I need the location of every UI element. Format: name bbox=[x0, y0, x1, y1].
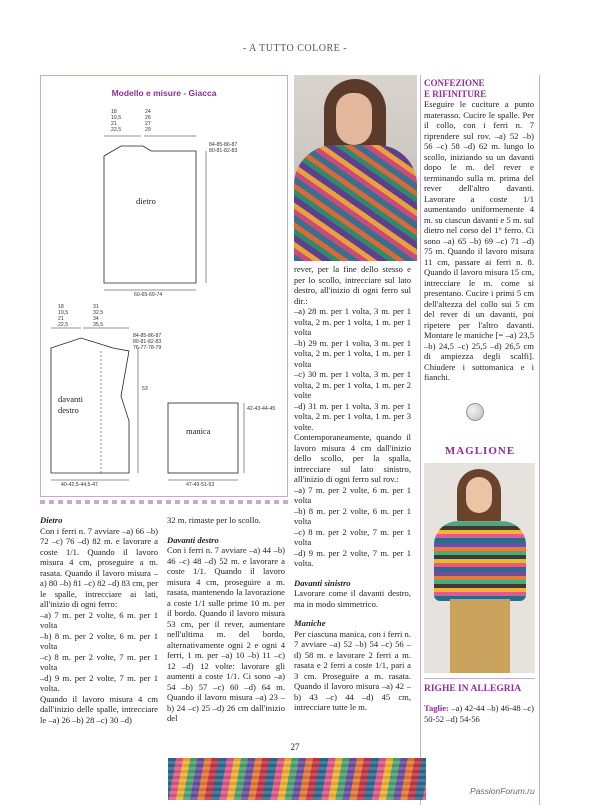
section-heading: Davanti destro bbox=[167, 534, 219, 545]
running-header: - A TUTTO COLORE - bbox=[242, 43, 348, 54]
front-label-line: destro bbox=[58, 405, 79, 415]
jacket-photo bbox=[294, 75, 417, 261]
section-heading: Davanti sinistro bbox=[294, 577, 351, 588]
back-outline bbox=[104, 146, 196, 283]
finishing-heading-line: E RIFINITURE bbox=[424, 88, 487, 99]
knit-overlay bbox=[168, 758, 426, 800]
column-back bbox=[40, 515, 158, 725]
dim: 80-81-82-83 bbox=[209, 148, 238, 154]
sleeve-outline bbox=[168, 403, 238, 473]
paragraph: –c) 30 m. per 1 volta, 3 m. per 1 volta, 2 m. per 1 volta, 1 m. per 2 volte bbox=[294, 369, 411, 400]
front-bottom: 40-42,5-44,5-47 bbox=[61, 482, 98, 488]
dim: 22,5 bbox=[111, 127, 122, 133]
dim: 32,5 bbox=[93, 310, 104, 316]
paragraph: Per ciascuna manica, con i ferri n. 7 avviare –a) 52 –b) 54 –c) 56 –d) 58 m. e lavorare 2 ferri a m. rasata e 2 ferri a coste 1/1, pari a 3 cm. Proseguire a m. rasata. Quando il lavoro misura –a) 42 –b) 43 –c) 44 –d) 45 cm, intrecciare tutte le m. bbox=[294, 628, 411, 712]
face-shape bbox=[336, 93, 372, 145]
column-front-shaping bbox=[294, 264, 411, 713]
paragraph: 32 m. rimaste per lo scollo. bbox=[167, 515, 261, 525]
dim: 21 bbox=[58, 316, 64, 322]
front-label bbox=[58, 394, 83, 416]
dim: 84-85-86-87 bbox=[209, 142, 238, 148]
paragraph: –a) 7 m. per 2 volte, 6 m. per 1 volta bbox=[40, 609, 158, 630]
paragraph: Quando il lavoro misura 4 cm dall'inizio delle spalle, intrecciare le –a) 26 –b) 28 –c) 30 –d) bbox=[40, 693, 158, 725]
dim: 84-85-86-87 bbox=[133, 333, 162, 339]
paragraph: –b) 8 m. per 2 volte, 6 m. per 1 volta bbox=[294, 505, 411, 526]
paragraph: –c) 8 m. per 2 volte, 7 m. per 1 volta bbox=[294, 526, 411, 547]
dim: 19,5 bbox=[58, 310, 69, 316]
section-heading: Dietro bbox=[40, 515, 63, 525]
dim: 76-77-78-79 bbox=[133, 345, 162, 351]
dim: 27 bbox=[145, 121, 151, 127]
back-bottom: 60-65-69-74 bbox=[134, 292, 163, 298]
paragraph: rever, per la fine dello stesso e per lo scollo, intrecciare sul lato destro, all'inizio di ogni ferro sul dir.: bbox=[294, 264, 411, 306]
schematic-drawing bbox=[41, 76, 287, 496]
paragraph: Con i ferri n. 7 avviare –a) 44 –b) 46 –c) 48 –d) 52 m. e lavorare a coste 1/1. Quando il lavoro misura 4 cm, proseguire a m. rasata, mantenendo la lavorazione a coste 1/1 sulle prime 10 m. per il bordo. Quando il lavoro misura 53 cm, per il rever, aumentare nell'ultima m. del bordo, alternativamente ogni 2 e ogni 4 ferri, 1 m. per –a) 10 –b) 11 –c) 12 –d) 12 volte: lavorare gli aumenti a coste 1/1. Ci sono –a) 54 –b) 57 –c) 60 –d) 64 m. Quando il lavoro misura –a) 23 –b) 24 –c) 25 –d) 26 cm dall'inizio del bbox=[167, 545, 285, 723]
caption-divider bbox=[424, 678, 535, 679]
sizes-info bbox=[424, 703, 534, 724]
diagram-title: Modello e misure - Giacca bbox=[111, 88, 217, 98]
sweater-caption: RIGHE IN ALLEGRIA bbox=[424, 684, 522, 694]
dim: 21 bbox=[111, 121, 117, 127]
paragraph: –d) 9 m. per 2 volte, 7 m. per 1 volta. bbox=[40, 672, 158, 693]
sleeve-bottom: 47-49-51-53 bbox=[186, 482, 215, 488]
back-top-left bbox=[111, 109, 121, 133]
paragraph: –d) 9 m. per 2 volte, 7 m. per 1 volta. bbox=[294, 547, 411, 568]
paragraph: –b) 29 m. per 1 volta, 3 m. per 1 volta, 2 m. per 1 volta, 1 m. per 1 volta bbox=[294, 337, 411, 369]
paragraph: –d) 31 m. per 1 volta, 3 m. per 1 volta, 2 m. per 1 volta, 1 m. per 3 volte. bbox=[294, 400, 411, 432]
paragraph: Eseguire le cuciture a punto materasso. Cucire le spalle. Per il collo, con i ferri n. 7 riprendere sul rov. –a) 52 –b) 56 –c) 58 –d) 62 m. lungo lo scollo, iniziando su un davanti dopo le m. del rever e terminando sulla m. prima del rever dell'altro davanti. Lavorare a coste 1/1 aumentando uniformemente 4 m. su ciascun davanti e 5 m. sul dietro nel corso del 1° ferro. Ci sono –a) 65 –b) 69 –c) 71 –d) 75 m. Quando il lavoro misura 11 cm, passare ai ferri n. 8. Quando il lavoro misura 15 cm, intrecciare le m. come si presentano. Cucire i primi 5 cm dell'altezza del collo sui 5 cm del rever di un davanti, poi ripetere per l'altro davanti. Montare le maniche [= –a) 23,5 –b) 24,5 –c) 25,5 –d) 26,5 cm di ampiezza degli scalfi]. Chiudere i sottomanica e i fianchi. bbox=[424, 99, 534, 382]
front-top-left bbox=[58, 304, 68, 328]
dim: 35,5 bbox=[93, 322, 104, 328]
sweater-photo bbox=[424, 463, 535, 673]
paragraph: –b) 8 m. per 2 volte, 6 m. per 1 volta bbox=[40, 630, 158, 651]
finishing-heading-line: CONFEZIONE bbox=[424, 78, 485, 88]
front-label-line: davanti bbox=[58, 394, 84, 404]
sweater-shape bbox=[434, 521, 526, 601]
sleeve-label: manica bbox=[186, 426, 211, 436]
dim: 26 bbox=[145, 115, 151, 121]
trousers-shape bbox=[450, 599, 510, 673]
back-label: dietro bbox=[136, 196, 156, 206]
dim: 29 bbox=[145, 127, 151, 133]
page-number: 27 bbox=[290, 742, 300, 752]
dim: 18 bbox=[111, 109, 117, 115]
column-front-right bbox=[167, 515, 285, 724]
dim: 22,5 bbox=[58, 322, 69, 328]
dim: 34 bbox=[93, 316, 99, 322]
yarn-ball-icon bbox=[466, 403, 484, 421]
dim: 24 bbox=[145, 109, 151, 115]
back-top-right bbox=[145, 109, 151, 133]
sleeve-side: 42-43-44-45 bbox=[247, 406, 276, 412]
paragraph: Con i ferri n. 7 avviare –a) 66 –b) 72 –c) 76 –d) 82 m. e lavorare a coste 1/1. Quando il lavoro misura 4 cm, proseguire a m. rasata. Quando il lavoro misura –a) 80 –b) 81 –c) 82 –d) 83 cm, per le spalle, intrecciare ai lati, all'inizio di ogni ferro: bbox=[40, 525, 158, 609]
dim: 80-81-82-83 bbox=[133, 339, 162, 345]
front-mid: 53 bbox=[142, 386, 148, 392]
finishing-text bbox=[424, 78, 534, 383]
back-side bbox=[209, 142, 237, 154]
jacket-shape bbox=[294, 145, 417, 261]
paragraph: –c) 8 m. per 2 volte, 7 m. per 1 volta bbox=[40, 651, 158, 672]
section-heading: Maniche bbox=[294, 618, 326, 628]
diagram-panel bbox=[40, 75, 288, 497]
paragraph: –a) 28 m. per 1 volta, 3 m. per 1 volta, 2 m. per 1 volta, 1 m. per 1 volta bbox=[294, 306, 411, 337]
dim: 31 bbox=[93, 304, 99, 310]
sizes-text: –a) 42-44 –b) 46-48 –c) 50-52 –d) 54-56 bbox=[424, 703, 534, 724]
wavy-divider bbox=[40, 500, 288, 504]
dim: 18 bbox=[58, 304, 64, 310]
front-side bbox=[133, 333, 161, 351]
face-shape bbox=[466, 477, 492, 513]
front-top-right bbox=[93, 304, 103, 328]
paragraph: Lavorare come il davanti destro, ma in modo simmetrico. bbox=[294, 588, 411, 609]
paragraph: Contemporaneamente, quando il lavoro misura 4 cm dall'inizio dello scollo, per la spalla, intrecciare sul lato sinistro, all'inizio di ogni ferro sul rov.: bbox=[294, 432, 411, 484]
paragraph: –a) 7 m. per 2 volte, 6 m. per 1 volta bbox=[294, 484, 411, 505]
sizes-label: Taglie: bbox=[424, 703, 449, 713]
section-title: MAGLIONE bbox=[444, 445, 516, 457]
dim: 19,5 bbox=[111, 115, 122, 121]
watermark: PassionForum.ru bbox=[470, 786, 535, 796]
